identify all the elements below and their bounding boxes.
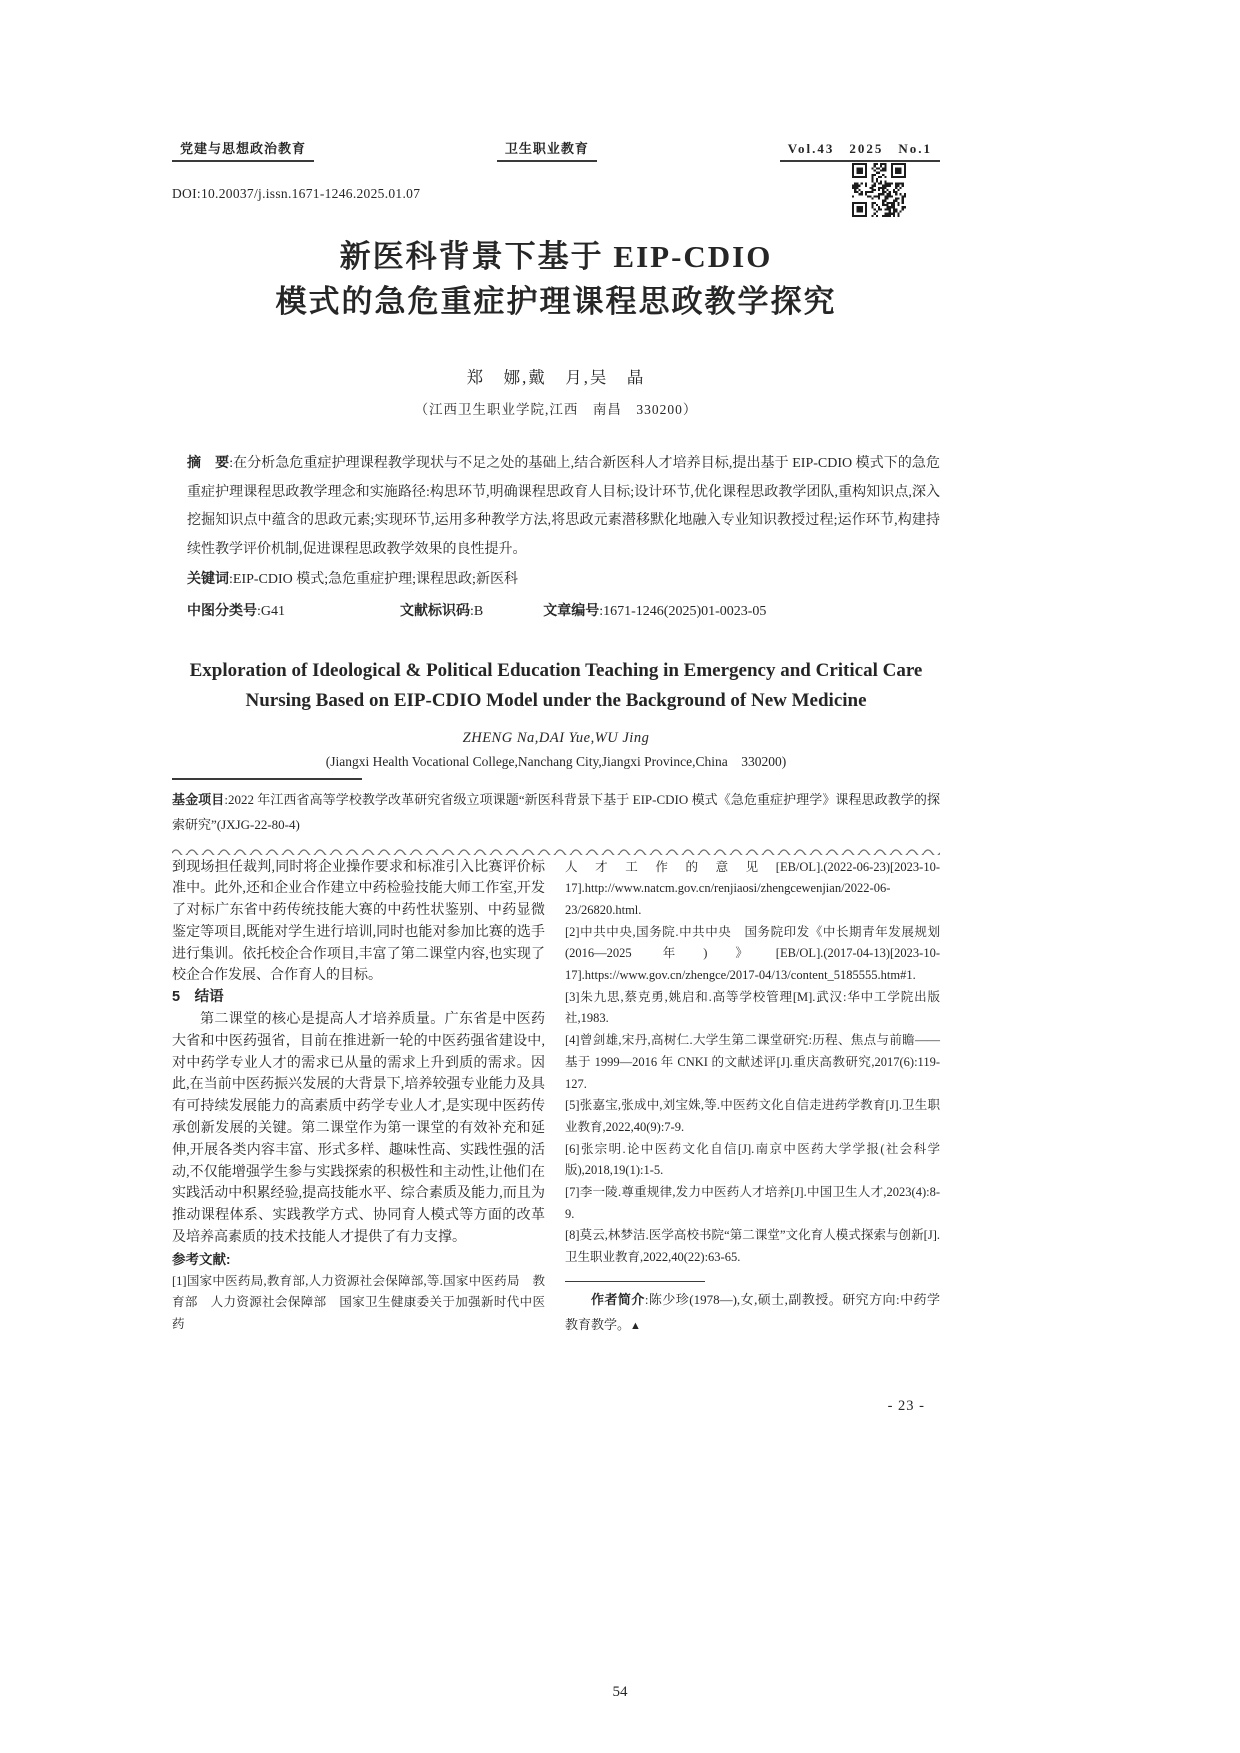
author-bio: 作者简介:陈少珍(1978—),女,硕士,副教授。研究方向:中药学教育教学。▲ bbox=[565, 1291, 940, 1332]
keywords-text: :EIP-CDIO 模式;急危重症护理;课程思政;新医科 bbox=[229, 572, 518, 587]
affiliation-cn: （江西卫生职业学院,江西 南昌 330200） bbox=[414, 402, 698, 417]
article-title-cn-line1: 新医科背景下基于 EIP-CDIO bbox=[339, 239, 773, 274]
body-paragraph: 到现场担任裁判,同时将企业操作要求和标准引入比赛评价标准中。此外,还和企业合作建立中药检验技能大师工作室,开发了对标广东省中药传统技能大赛的中药性状鉴别、中药显微鉴定等项目,既能对学生进行培训,同时也能对参加比赛的选手进行集训。依托校企合作项目,丰富了第二课堂内容,也实现了校企合作发展、合作育人的目标。 bbox=[172, 859, 545, 984]
abstract-block bbox=[172, 448, 940, 626]
article-title-en-line2: Nursing Based on EIP-CDIO Model under the Background of New Medicine bbox=[245, 689, 867, 711]
article-title-en-line1: Exploration of Ideological & Political Education Teaching in Emergency and Critical Care bbox=[189, 659, 923, 681]
reference-item: [4]曾剑雄,宋丹,高树仁.大学生第二课堂研究:历程、焦点与前瞻——基于 1999—2016 年 CNKI 的文献述评[J].重庆高教研究,2017(6):119-127. bbox=[565, 1033, 940, 1091]
scan-page-number: 54 bbox=[612, 1684, 628, 1700]
funding-note bbox=[172, 778, 940, 837]
right-column bbox=[565, 857, 940, 1339]
article-body bbox=[172, 857, 940, 1339]
meta-row bbox=[187, 596, 940, 626]
references-heading: 参考文献: bbox=[172, 1251, 231, 1267]
abstract-text: :在分析急危重症护理课程教学现状与不足之处的基础上,结合新医科人才培养目标,提出基于 EIP-CDIO 模式下的急危重症护理课程思政教学理念和实施路径:构思环节,明确课程思政育人目标;设计环节,优化课程思政教学团队,重构知识点,深入挖掘知识点中蕴含的思政元素;实现环节,运用多种教学方法,将思政元素潜移默化地融入专业知识教授过程;运作环节,构建持续性教学评价机制,促进课程思政教学效果的良性提升。 bbox=[187, 456, 940, 557]
wavy-divider-graphic bbox=[172, 846, 940, 855]
abstract-label: 摘 要 bbox=[187, 454, 230, 470]
meta-article-id: 文章编号:1671-1246(2025)01-0023-05 bbox=[543, 601, 767, 619]
funding-text: 基金项目:2022 年江西省高等学校教学改革研究省级立项课题“新医科背景下基于 EIP-CDIO 模式《急危重症护理学》课程思政教学的探索研究”(JXJG-22-80-4) bbox=[172, 791, 940, 832]
wavy-divider bbox=[172, 842, 940, 851]
meta-doc-code: 文献标识码:B bbox=[400, 601, 484, 619]
article-title-cn bbox=[172, 234, 940, 324]
qr-code bbox=[852, 163, 906, 217]
page-content bbox=[172, 0, 940, 1339]
reference-item: [7]李一陵.尊重规律,发力中医药人才培养[J].中国卫生人才,2023(4):8-9. bbox=[565, 1185, 940, 1221]
abstract bbox=[187, 448, 940, 564]
funding-rule bbox=[172, 778, 362, 780]
reference-item: [3]朱九思,蔡克勇,姚启和.高等学校管理[M].武汉:华中工学院出版社,1983. bbox=[565, 989, 940, 1026]
keywords bbox=[187, 564, 940, 595]
reference-item: [5]张嘉宝,张成中,刘宝姝,等.中医药文化自信走进药学教育[J].卫生职业教育,2022,40(9):7-9. bbox=[565, 1098, 940, 1134]
journal-name: 卫生职业教育 bbox=[497, 138, 597, 162]
article-title-en bbox=[172, 656, 940, 716]
authors-cn: 郑 娜,戴 月,吴 晶 bbox=[466, 368, 646, 387]
reference-item: [8]莫云,林梦洁.医学高校书院“第二课堂”文化育人模式探索与创新[J].卫生职业教育,2022,40(22):63-65. bbox=[565, 1228, 940, 1265]
body-paragraph: 第二课堂的核心是提高人才培养质量。广东省是中医药大省和中医药强省，目前在推进新一轮的中医药强省建设中,对中药学专业人才的需求已从量的需求上升到质的需求。因此,在当前中医药振兴发展的大背景下,培养较强专业能力及具有可持续发展能力的高素质中药学专业人才,是实现中医药传承创新发展的关键。第二课堂作为第一课堂的有效补充和延伸,开展各类内容丰富、形式多样、趣味性高、实践性强的活动,不仅能增强学生参与实践探索的积极性和主动性,让他们在实践活动中积累经验,提高技能水平、综合素质及能力,而且为推动课程体系、实践教学方式、协同育人模式等方面的改革及培养高素质的技术技能人才提供了有力支撑。 bbox=[172, 1012, 545, 1246]
doi: DOI:10.20037/j.issn.1671-1246.2025.01.07 bbox=[172, 186, 421, 201]
keywords-label: 关键词 bbox=[187, 570, 229, 586]
article-page-number: - 23 - bbox=[887, 1398, 925, 1414]
reference-item: [2]中共中央,国务院.中共中央 国务院印发《中长期青年发展规划(2016—2025 年)》[EB/OL].(2017-04-13)[2023-10-17].https://www.gov.cn/zhengce/2017-04/13/content_5185555.htm#1. bbox=[565, 924, 940, 983]
journal-section-label: 党建与思想政治教育 bbox=[172, 138, 314, 162]
left-column bbox=[172, 857, 545, 1339]
reference-item: [6]张宗明.论中医药文化自信[J].南京中医药大学学报(社会科学版),2018,19(1):1-5. bbox=[565, 1141, 940, 1178]
volume-info: Vol.43 2025 No.1 bbox=[780, 138, 940, 162]
reference-item: [1]国家中医药局,教育部,人力资源社会保障部,等.国家中医药局 教育部 人力资源社会保障部 国家卫生健康委关于加强新时代中医药 bbox=[172, 1273, 545, 1332]
bio-rule bbox=[565, 1281, 705, 1282]
end-of-article-mark: ▲ bbox=[630, 1319, 640, 1332]
article-title-cn-line2: 模式的急危重症护理课程思政教学探究 bbox=[275, 284, 837, 319]
meta-clc: 中图分类号:G41 bbox=[187, 601, 285, 619]
section-heading: 5 结语 bbox=[172, 989, 224, 1006]
affiliation-en: (Jiangxi Health Vocational College,Nanchang City,Jiangxi Province,China 330200) bbox=[325, 753, 787, 769]
authors-en: ZHENG Na,DAI Yue,WU Jing bbox=[462, 729, 650, 746]
reference-item: 人才工作的意见[EB/OL].(2022-06-23)[2023-10-17].http://www.natcm.gov.cn/renjiaosi/zhengcewenjian/2022-06-23/26820.html. bbox=[565, 859, 940, 917]
journal-header bbox=[172, 138, 940, 162]
